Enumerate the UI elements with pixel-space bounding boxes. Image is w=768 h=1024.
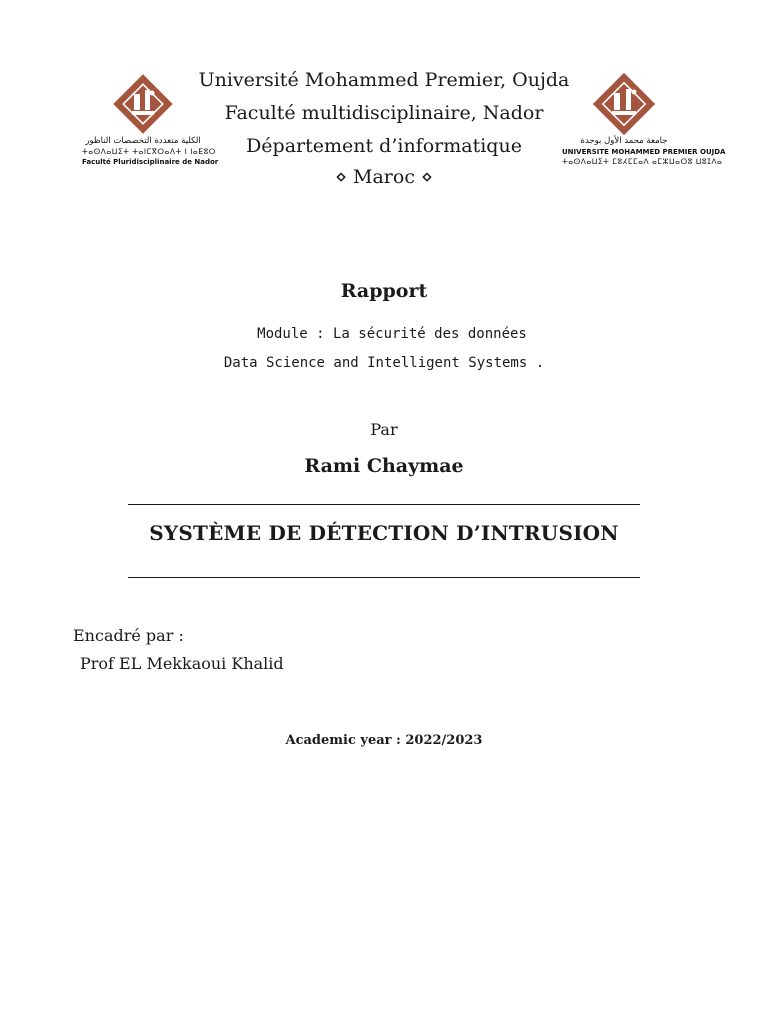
faculty-name: Faculté multidisciplinaire, Nador bbox=[224, 102, 544, 124]
faculty-name-french: Faculté Pluridisciplinaire de Nador bbox=[82, 158, 219, 166]
title-rule-bottom bbox=[128, 577, 640, 578]
faculty-name-tifinagh: ⵜⴰⵙⴷⴰⵡⵉⵜ ⵜⴰⵏⵎⴳⵔⴰⴷⵜ ⵏ ⵏⴰⴹⵓⵔ bbox=[82, 147, 216, 156]
university-name-tifinagh: ⵜⴰⵙⴷⴰⵡⵉⵜ ⵎⵓⵃⵎⵎⴰⴷ ⴰⵎⵣⵡⴰⵔⵓ ⵡⵓⵊⴷⴰ bbox=[562, 157, 723, 166]
report-title: SYSTÈME DE DÉTECTION D’INTRUSION bbox=[149, 521, 619, 545]
university-name-arabic: جامعة محمد الأول بوجدة bbox=[580, 136, 668, 146]
department-name: Département d’informatique bbox=[246, 135, 522, 157]
program-name: Data Science and Intelligent Systems . bbox=[223, 355, 545, 371]
university-name: Université Mohammed Premier, Oujda bbox=[198, 69, 570, 91]
supervisor-name: Prof EL Mekkaoui Khalid bbox=[80, 654, 284, 673]
supervisor-label: Encadré par : bbox=[73, 626, 184, 645]
academic-year: Academic year : 2022/2023 bbox=[285, 733, 483, 748]
faculty-name-arabic: الكلية متعددة التخصصات الناظور bbox=[85, 136, 201, 146]
institution-header bbox=[0, 64, 768, 191]
module-name: Module : La sécurité des données bbox=[257, 326, 527, 342]
country-name: ⋄ Maroc ⋄ bbox=[335, 166, 433, 188]
author-name: Rami Chaymae bbox=[304, 455, 464, 477]
report-type: Rapport bbox=[340, 280, 428, 302]
by-label: Par bbox=[370, 420, 398, 439]
title-rule-top bbox=[128, 504, 640, 505]
university-name-french: UNIVERSITE MOHAMMED PREMIER OUJDA bbox=[562, 148, 726, 156]
